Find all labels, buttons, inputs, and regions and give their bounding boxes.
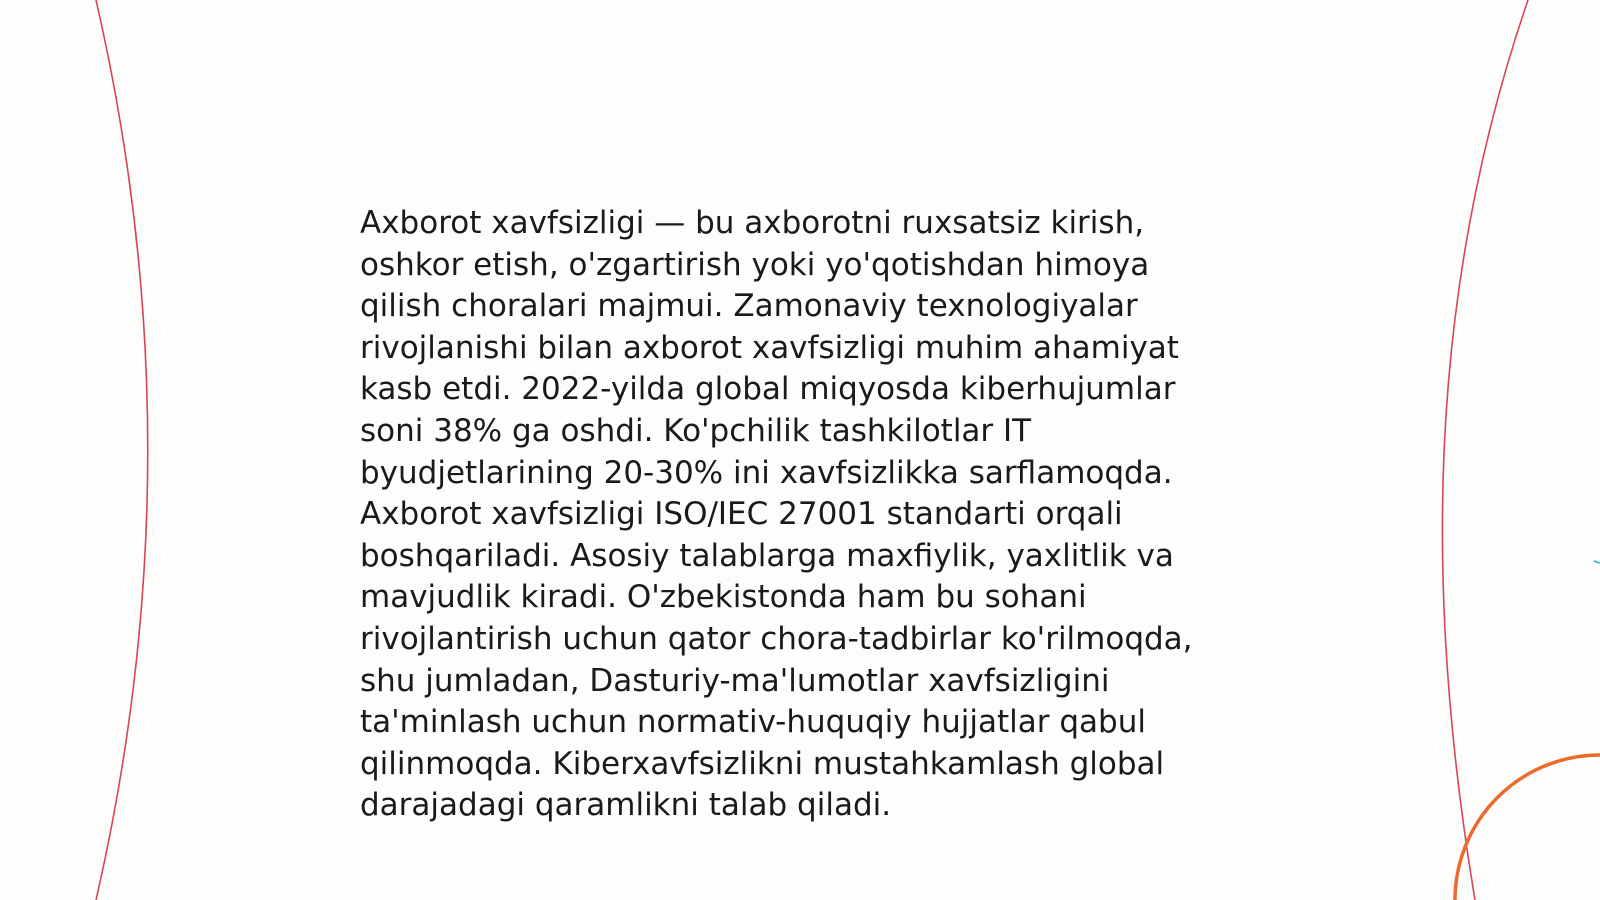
paragraph-line: qilinmoqda. Kiberxavfsizlikni mustahkamlash global [360, 745, 1165, 782]
left-curve [96, 0, 148, 900]
paragraph-line: qilish choralari majmui. Zamonaviy texnologiyalar [360, 288, 1138, 325]
paragraph-line: rivojlanishi bilan axborot xavfsizligi muhim ahamiyat [360, 329, 1179, 366]
paragraph-line: oshkor etish, o'zgartirish yoki yo'qotishdan himoya [360, 246, 1150, 283]
paragraph-line: soni 38% ga oshdi. Ko'pchilik tashkilotlar IT [360, 412, 1032, 449]
paragraph-line: rivojlantirish uchun qator chora-tadbirlar ko'rilmoqda, [360, 620, 1193, 657]
paragraph-line: darajadagi qaramlikni talab qiladi. [360, 787, 892, 824]
paragraph-line: Axborot xavfsizligi — bu axborotni ruxsatsiz kirish, [360, 205, 1145, 241]
paragraph-line: boshqariladi. Asosiy talablarga maxfiylik, yaxlitlik va [360, 537, 1174, 574]
paragraph-line: mavjudlik kiradi. O'zbekistonda ham bu sohani [360, 579, 1087, 616]
body-paragraph [360, 203, 1260, 827]
paragraph-line: kasb etdi. 2022-yilda global miqyosda kiberhujumlar [360, 371, 1176, 408]
paragraph-line: shu jumladan, Dasturiy-ma'lumotlar xavfsizligini [360, 662, 1110, 699]
right-curve [1442, 0, 1528, 900]
orange-arc [1455, 755, 1600, 900]
paragraph-line: ta'minlash uchun normativ-huquqiy hujjatlar qabul [360, 704, 1146, 741]
paragraph-line: byudjetlarining 20-30% ini xavfsizlikka sarflamoqda. [360, 454, 1173, 491]
blue-tick-mark [1594, 561, 1600, 563]
paragraph-line: Axborot xavfsizligi ISO/IEC 27001 standarti orqali [360, 496, 1123, 533]
